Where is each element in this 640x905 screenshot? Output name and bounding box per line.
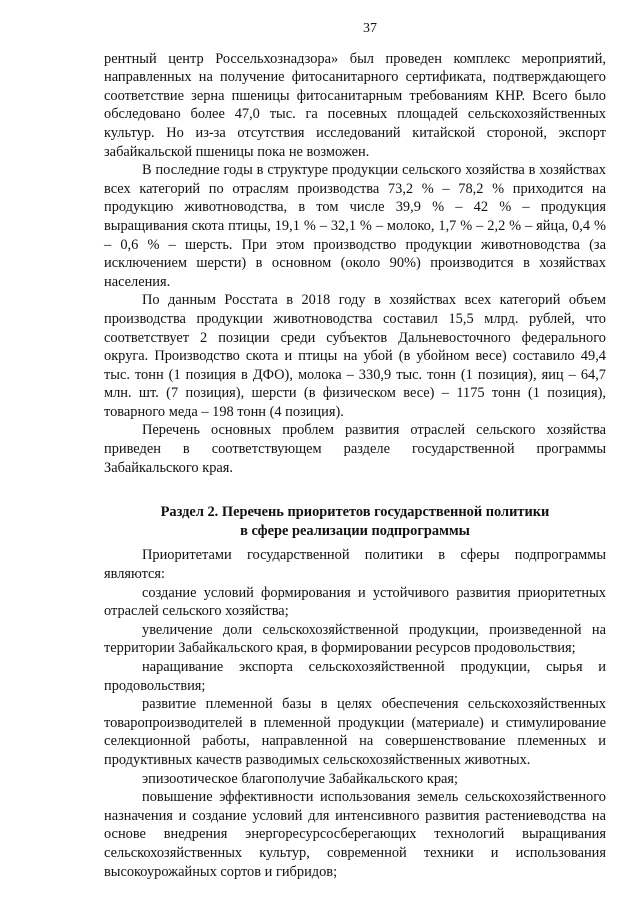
list-item-priority-2: увеличение доли сельскохозяйственной продукции, произведенной на территории Забайкальского края, в формировании ресурсов продовольствия;: [104, 621, 606, 657]
paragraph-production-structure: В последние годы в структуре продукции сельского хозяйства в хозяйствах всех категорий по отраслям производства 73,2 % – 78,2 % приходится на продукцию животноводства, в том числе 39,9 % – 42 % – продукция выращивания скота птицы, 19,1 % – 32,1 % – молоко, 1,7 % – 2,2 % – яйца, 0,4 % – 0,6 % – шерсть. При этом производство продукции животноводства (за исключением шерсти) в основном (около 90%) производится в хозяйствах населения.: [104, 162, 606, 290]
section-heading: [104, 503, 606, 540]
list-item-priority-5: эпизоотическое благополучие Забайкальского края;: [142, 770, 459, 787]
list-item-priority-4: развитие племенной базы в целях обеспечения сельскохозяйственных товаропроизводителей в племенной продукции (материале) и стимулирование селекционной работы, направленной на совершенствование племенных и продуктивных качеств разводимых сельскохозяйственных животных.: [104, 696, 606, 768]
list-item-priority-6: повышение эффективности использования земель сельскохозяйственного назначения и создание условий для интенсивного развития растениеводства на основе внедрения энергоресурсосберегающих технологий выращивания сельскохозяйственных культур, современной техники и использования высокоурожайных сортов и гибридов;: [104, 789, 606, 880]
paragraph-rosstat-data: По данным Росстата в 2018 году в хозяйствах всех категорий объем производства продукции животноводства составил 15,5 млрд. рублей, что соответствует 2 позиции среди субъектов Дальневосточного федерального округа. Производство скота и птицы на убой (в убойном весе) составило 49,4 тыс. тонн (1 позиция в ДФО), молока – 330,9 тыс. тонн (1 позиция), яиц – 64,7 млн. шт. (7 позиция), шерсти (в физическом весе) – 1175 тонн (1 позиция), товарного меда – 198 тонн (4 позиция).: [104, 292, 606, 420]
page-number: 37: [363, 21, 377, 36]
paragraph-problems-reference: Перечень основных проблем развития отраслей сельского хозяйства приведен в соответствующем разделе государственной программы Забайкальского края.: [104, 422, 606, 476]
list-item-priority-1: создание условий формирования и устойчивого развития приоритетных отраслей сельского хозяйства;: [104, 584, 606, 620]
list-item-priority-3: наращивание экспорта сельскохозяйственной продукции, сырья и продовольствия;: [104, 659, 606, 694]
section-heading-line-1: Раздел 2. Перечень приоритетов государственной политики: [160, 504, 550, 521]
paragraph-priorities-intro: Приоритетами государственной политики в сферы подпрограммы являются:: [104, 547, 606, 583]
section-heading-line-2: в сфере реализации подпрограммы: [240, 522, 470, 539]
paragraph-export-wheat: рентный центр Россельхознадзора» был проведен комплекс мероприятий, направленных на получение фитосанитарного сертификата, подтверждающего соответствие зерна пшеницы фитосанитарным требованиям КНР. Всего было обследовано более 47,0 тыс. га посевных площадей сельскохозяйственных культур. Но из-за отсутствия исследований китайской стороной, экспорт забайкальской пшеницы пока не возможен.: [104, 50, 606, 160]
